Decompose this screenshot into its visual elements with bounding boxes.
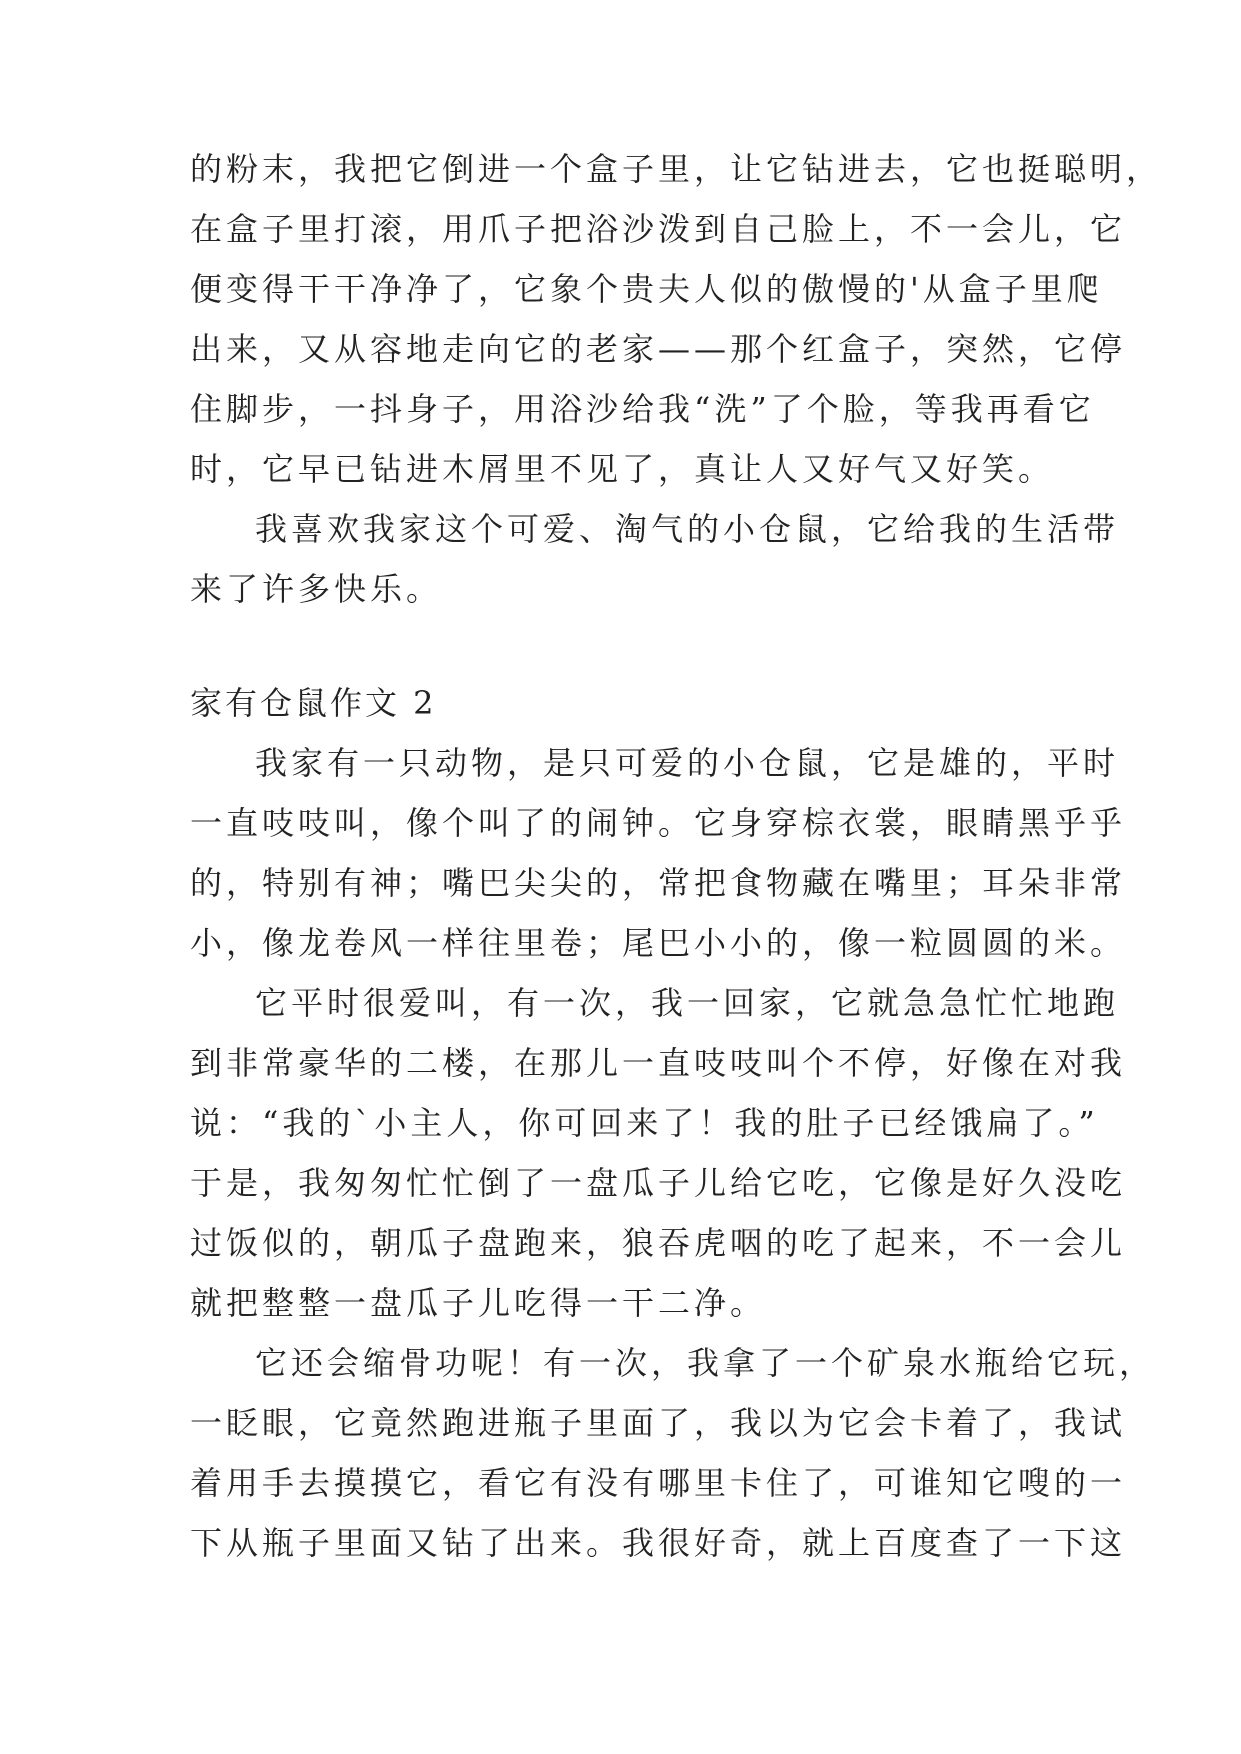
body-text-line: 便变得干干净净了，它象个贵夫人似的傲慢的'从盒子里爬 <box>190 270 1103 308</box>
body-text-line: 我家有一只动物，是只可爱的小仓鼠，它是雄的，平时 <box>255 744 1120 782</box>
body-text-line: 说：“我的`小主人，你可回来了！我的肚子已经饿扁了。” <box>190 1104 1099 1142</box>
body-text-line: 到非常豪华的二楼，在那儿一直吱吱叫个不停，好像在对我 <box>190 1044 1127 1082</box>
body-text-line: 来了许多快乐。 <box>190 570 443 608</box>
essay-title: 家有仓鼠作文 2 <box>190 684 437 722</box>
body-text-line: 一直吱吱叫，像个叫了的闹钟。它身穿棕衣裳，眼睛黑乎乎 <box>190 804 1127 842</box>
body-text-line: 的，特别有神；嘴巴尖尖的，常把食物藏在嘴里；耳朵非常 <box>190 864 1127 902</box>
body-text-line: 下从瓶子里面又钻了出来。我很好奇，就上百度查了一下这 <box>190 1524 1127 1562</box>
body-text-line: 出来，又从容地走向它的老家——那个红盒子，突然，它停 <box>190 330 1127 368</box>
body-text-line: 的粉末，我把它倒进一个盒子里，让它钻进去，它也挺聪明， <box>190 150 1163 188</box>
body-text-line: 我喜欢我家这个可爱、淘气的小仓鼠，它给我的生活带 <box>255 510 1120 548</box>
body-text-line: 一眨眼，它竟然跑进瓶子里面了，我以为它会卡着了，我试 <box>190 1404 1127 1442</box>
body-text-line: 它平时很爱叫，有一次，我一回家，它就急急忙忙地跑 <box>255 984 1120 1022</box>
body-text-line: 时，它早已钻进木屑里不见了，真让人又好气又好笑。 <box>190 450 1055 488</box>
body-text-line: 就把整整一盘瓜子儿吃得一干二净。 <box>190 1284 767 1322</box>
body-text-line: 过饭似的，朝瓜子盘跑来，狼吞虎咽的吃了起来，不一会儿 <box>190 1224 1127 1262</box>
body-text-line: 它还会缩骨功呢！有一次，我拿了一个矿泉水瓶给它玩， <box>255 1344 1156 1382</box>
body-text-line: 于是，我匆匆忙忙倒了一盘瓜子儿给它吃，它像是好久没吃 <box>190 1164 1127 1202</box>
body-text-line: 着用手去摸摸它，看它有没有哪里卡住了，可谁知它嗖的一 <box>190 1464 1127 1502</box>
body-text-line: 住脚步，一抖身子，用浴沙给我“洗”了个脸，等我再看它 <box>190 390 1095 428</box>
body-text-line: 小，像龙卷风一样往里卷；尾巴小小的，像一粒圆圆的米。 <box>190 924 1127 962</box>
body-text-line: 在盒子里打滚，用爪子把浴沙泼到自己脸上，不一会儿，它 <box>190 210 1127 248</box>
